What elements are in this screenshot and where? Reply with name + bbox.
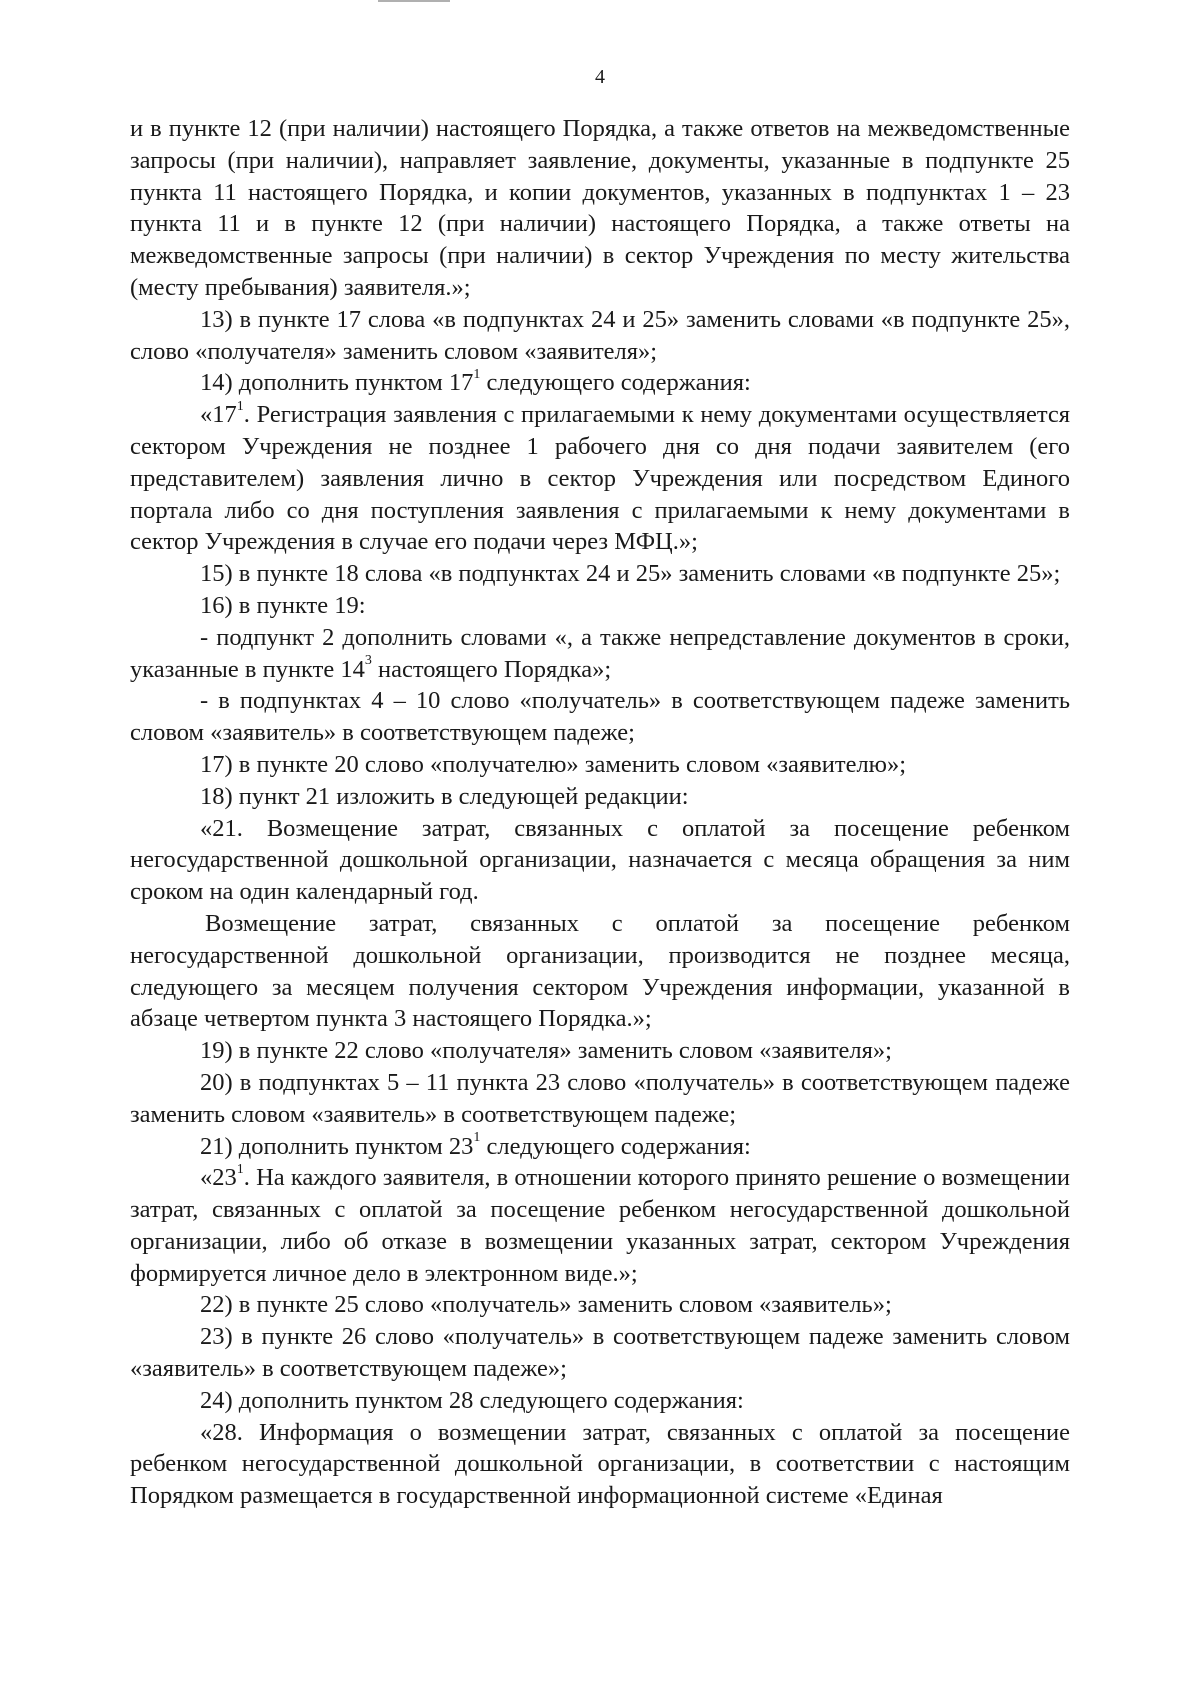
paragraph-item-22: 22) в пункте 25 слово «получатель» заменить словом «заявитель»; xyxy=(200,1291,892,1319)
paragraph-item-17: 17) в пункте 20 слово «получателю» заменить словом «заявителю»; xyxy=(200,750,907,778)
document-body xyxy=(130,113,1070,1512)
top-edge-rule xyxy=(378,0,450,2)
paragraph-item-24: 24) дополнить пунктом 28 следующего содержания: xyxy=(200,1386,744,1414)
paragraph-item-21: 21) дополнить пунктом $23^1$ следующего содержания: xyxy=(200,1130,751,1160)
paragraph-continuation: и в пункте 12 (при наличии) настоящего Порядка, а также ответов на межведомственные запросы (при наличии), направляет заявление, документы, указанные в подпункте 25 пункта 11 настоящего Порядка, и копии документов, указанных в подпунктах 1 – 23 пункта 11 и в пункте 12 (при наличии) настоящего Порядка, а также ответы на межведомственные запросы (при наличии) в сектор Учреждения по месту жительства (месту пребывания) заявителя.»; xyxy=(130,115,1070,301)
paragraph-item-13: 13) в пункте 17 слова «в подпунктах 24 и 25» заменить словами «в подпункте 25», слово «получателя» заменить словом «заявителя»; xyxy=(130,305,1070,365)
paragraph-item-16-sub-2: - подпункт 2 дополнить словами «, а также непредставление документов в сроки, указанные в пункте $14^3$ настоящего Порядка»; xyxy=(130,623,1070,683)
paragraph-item-16: 16) в пункте 19: xyxy=(200,591,366,619)
paragraph-quote-23-1: «$23^1$. На каждого заявителя, в отношении которого принято решение о возмещении затрат, связанных с оплатой за посещение ребенком негосударственной дошкольной организации, либо об отказе в возмещении указанных затрат, сектором Учреждения формируется личное дело в электронном виде.»; xyxy=(130,1162,1070,1287)
paragraph-item-20: 20) в подпунктах 5 – 11 пункта 23 слово «получатель» в соответствующем падеже заменить словом «заявитель» в соответствующем падеже; xyxy=(130,1068,1070,1128)
paragraph-item-14: 14) дополнить пунктом $17^1$ следующего содержания: xyxy=(200,367,751,397)
paragraph-item-23: 23) в пункте 26 слово «получатель» в соответствующем падеже заменить словом «заявитель» в соответствующем падеже»; xyxy=(130,1323,1070,1383)
paragraph-quote-21: «21. Возмещение затрат, связанных с оплатой за посещение ребенком негосударственной дошкольной организации, назначается с месяца обращения за ним сроком на один календарный год. xyxy=(130,814,1070,906)
paragraph-quote-17-1: «$17^1$. Регистрация заявления с прилагаемыми к нему документами осуществляется сектором Учреждения не позднее 1 рабочего дня со дня подачи заявителем (его представителем) заявления лично в сектор Учреждения или посредством Единого портала либо со дня поступления заявления с прилагаемыми к нему документами в сектор Учреждения в случае его подачи через МФЦ.»; xyxy=(130,399,1070,556)
paragraph-item-15: 15) в пункте 18 слова «в подпунктах 24 и 25» заменить словами «в подпункте 25»; xyxy=(200,560,1061,588)
paragraph-item-19: 19) в пункте 22 слово «получателя» заменить словом «заявителя»; xyxy=(200,1037,892,1065)
page-number: 4 xyxy=(595,66,605,88)
paragraph-item-18: 18) пункт 21 изложить в следующей редакции: xyxy=(200,782,689,810)
paragraph-quote-28: «28. Информация о возмещении затрат, связанных с оплатой за посещение ребенком негосударственной дошкольной организации, в соответствии с настоящим Порядком размещается в государственной информационной системе «Единая xyxy=(130,1418,1070,1510)
paragraph-item-16-sub-4-10: - в подпунктах 4 – 10 слово «получатель» в соответствующем падеже заменить словом «заявитель» в соответствующем падеже; xyxy=(130,687,1070,747)
paragraph-quote-21-cont: Возмещение затрат, связанных с оплатой за посещение ребенком негосударственной дошкольной организации, производится не позднее месяца, следующего за месяцем получения сектором Учреждения информации, указанной в абзаце четвертом пункта 3 настоящего Порядка.»; xyxy=(130,909,1070,1033)
